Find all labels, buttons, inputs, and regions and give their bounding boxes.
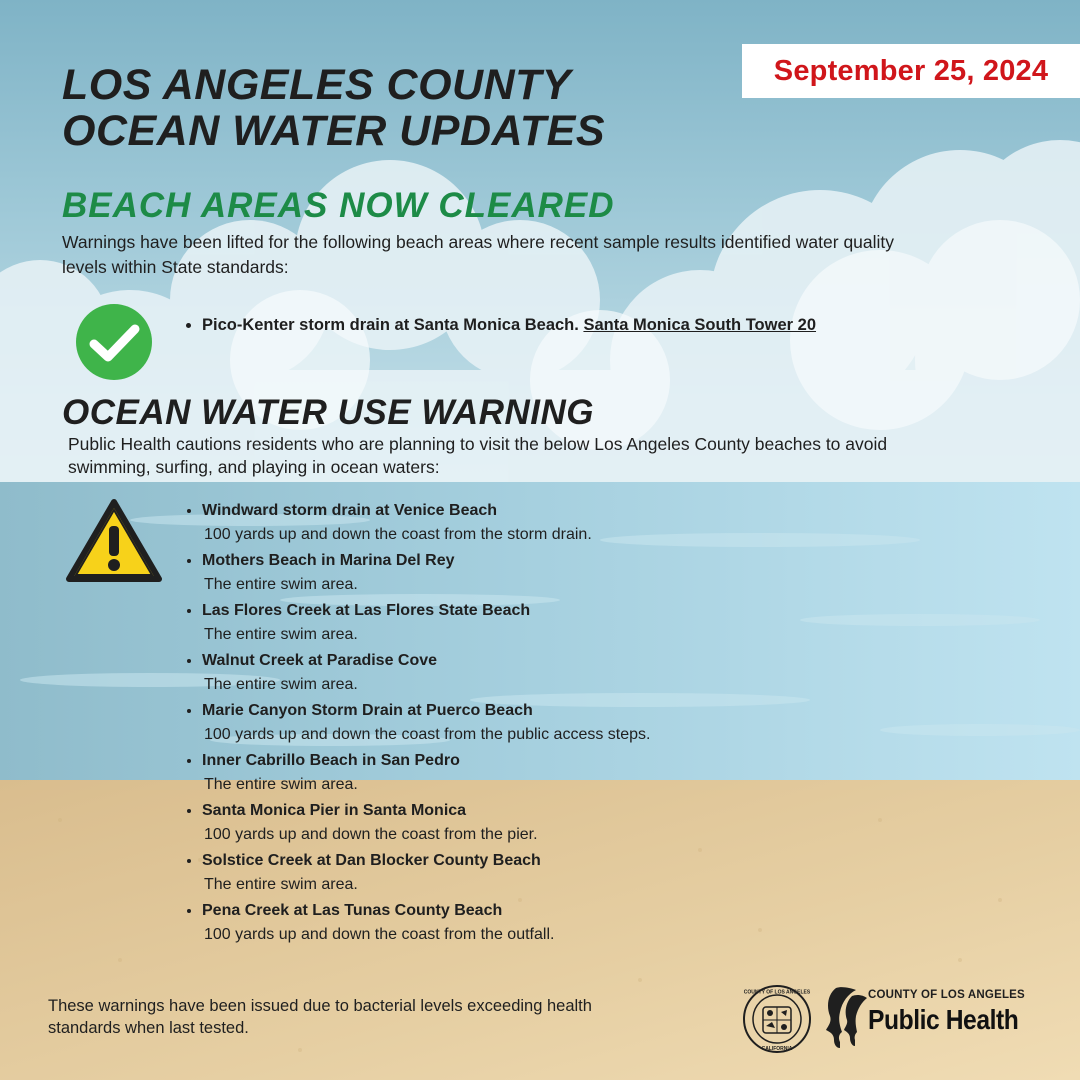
county-seal-icon [742, 984, 812, 1054]
warning-item [202, 800, 902, 850]
warning-item-detail: 100 yards up and down the coast from the pier. [204, 826, 538, 843]
warning-item [202, 550, 902, 600]
page-title-line2: OCEAN WATER UPDATES [62, 107, 606, 155]
warning-item-detail: The entire swim area. [204, 626, 358, 643]
warning-list [182, 500, 902, 950]
warning-item-name: • Walnut Creek at Paradise Cove [202, 652, 438, 669]
warning-item-detail: 100 yards up and down the coast from the outfall. [204, 926, 555, 943]
warning-triangle-icon [66, 498, 162, 584]
warning-item-name: • Inner Cabrillo Beach in San Pedro [202, 752, 460, 769]
seal-top-text: COUNTY OF LOS ANGELES [743, 989, 811, 996]
cleared-heading: BEACH AREAS NOW CLEARED [62, 186, 615, 225]
warning-item-detail: The entire swim area. [204, 776, 358, 793]
public-health-heads-icon [822, 982, 868, 1050]
warning-item-name: • Mothers Beach in Marina Del Rey [202, 552, 455, 569]
warning-item-detail: The entire swim area. [204, 676, 358, 693]
warning-item-detail: The entire swim area. [204, 576, 358, 593]
warning-item-name: • Santa Monica Pier in Santa Monica [202, 802, 467, 819]
cleared-item [202, 316, 816, 335]
dept-name-text: Public Health [868, 1004, 1019, 1035]
cleared-item-link[interactable]: Santa Monica South Tower 20 [583, 316, 817, 334]
warning-item [202, 500, 902, 550]
warning-item [202, 650, 902, 700]
cleared-item-text: Pico-Kenter storm drain at Santa Monica Beach. [202, 316, 579, 334]
cleared-list [182, 316, 816, 335]
warning-item-detail: The entire swim area. [204, 876, 358, 893]
footnote: These warnings have been issued due to bacterial levels exceeding health standards when last tested. [48, 997, 592, 1037]
seal-bottom-text: CALIFORNIA [761, 1046, 793, 1052]
warning-item [202, 700, 902, 750]
warning-item [202, 850, 902, 900]
warning-item-name: • Marie Canyon Storm Drain at Puerco Beach [202, 702, 533, 719]
date-banner [742, 44, 1080, 98]
date-text: September 25, 2024 [773, 54, 1049, 87]
warning-description: Public Health cautions residents who are planning to visit the below Los Angeles County beaches to avoid swimming, surfing, and playing in ocean waters: [68, 434, 888, 477]
dept-county-text: COUNTY OF LOS ANGELES [868, 989, 1025, 1001]
warning-item-name: • Solstice Creek at Dan Blocker County Beach [202, 852, 541, 869]
warning-heading: OCEAN WATER USE WARNING [62, 393, 594, 432]
warning-item-name: • Las Flores Creek at Las Flores State Beach [202, 602, 531, 619]
warning-item-name: • Windward storm drain at Venice Beach [202, 502, 498, 519]
warning-item-name: • Pena Creek at Las Tunas County Beach [202, 902, 503, 919]
warning-item [202, 900, 902, 950]
warning-item-detail: 100 yards up and down the coast from the public access steps. [204, 726, 651, 743]
page-title [62, 62, 605, 154]
check-circle-icon [74, 302, 154, 382]
warning-item-detail: 100 yards up and down the coast from the storm drain. [204, 526, 592, 543]
cleared-description: Warnings have been lifted for the following beach areas where recent sample results identified water quality levels within State standards: [62, 232, 895, 277]
public-health-logo [822, 982, 1042, 1050]
warning-item [202, 750, 902, 800]
warning-item [202, 600, 902, 650]
page-title-line1: LOS ANGELES COUNTY [62, 61, 572, 109]
